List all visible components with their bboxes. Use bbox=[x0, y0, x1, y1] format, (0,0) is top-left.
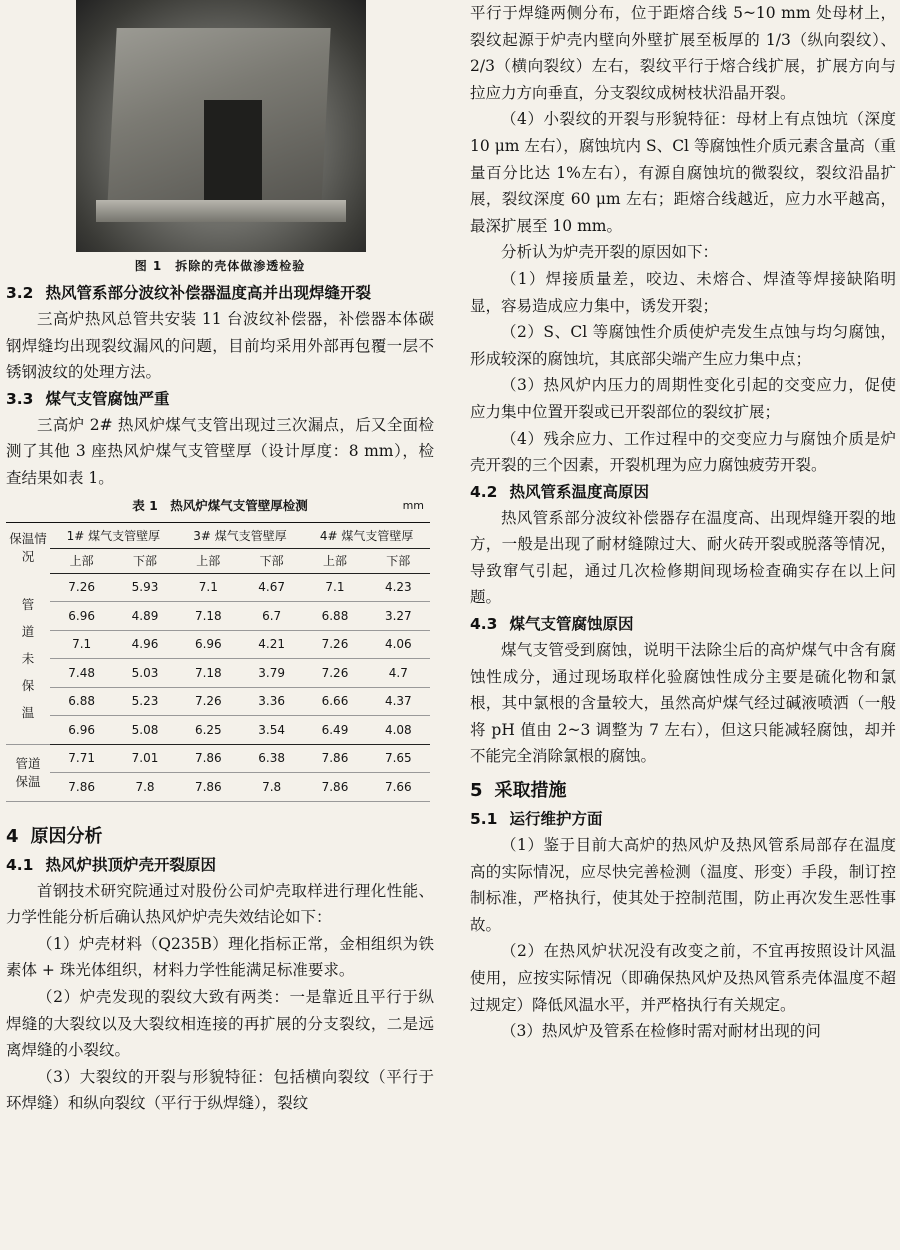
table-cell: 7.8 bbox=[113, 773, 176, 802]
right-column bbox=[470, 0, 896, 1045]
table-cell: 7.1 bbox=[303, 573, 366, 602]
table-cell: 7.8 bbox=[240, 773, 303, 802]
table-cell: 6.25 bbox=[177, 716, 240, 745]
column-group-header: 1# 煤气支管壁厚 bbox=[50, 522, 177, 548]
section-heading-4-1: 4.1 热风炉拱顶炉壳开裂原因 bbox=[6, 855, 216, 874]
paragraph: （2）炉壳发现的裂纹大致有两类：一是靠近且平行于纵焊缝的大裂纹以及大裂纹相连接的再扩展的分支裂纹，二是远离焊缝的小裂纹。 bbox=[6, 987, 434, 1060]
table-cell: 6.88 bbox=[303, 602, 366, 631]
table-cell: 7.26 bbox=[177, 687, 240, 716]
table-cell: 6.49 bbox=[303, 716, 366, 745]
paragraph: （1）炉壳材料（Q235B）理化指标正常，金相组织为铁素体 + 珠光体组织，材料力学性能满足标准要求。 bbox=[6, 934, 434, 980]
shell-penetrant-photo bbox=[76, 0, 366, 252]
table-cell: 6.96 bbox=[50, 602, 113, 631]
paragraph: （4）残余应力、工作过程中的交变应力与腐蚀介质是炉壳开裂的三个因素，开裂机理为应力腐蚀疲劳开裂。 bbox=[470, 429, 896, 475]
paragraph: 分析认为炉壳开裂的原因如下： bbox=[501, 243, 719, 262]
table-row bbox=[6, 716, 430, 745]
table-cell: 6.7 bbox=[240, 602, 303, 631]
sub-header: 下部 bbox=[240, 548, 303, 573]
table-cell: 4.06 bbox=[367, 630, 430, 659]
table-cell: 4.37 bbox=[367, 687, 430, 716]
table-row bbox=[6, 773, 430, 802]
figure-1 bbox=[6, 0, 434, 274]
table-row bbox=[6, 687, 430, 716]
row-header-cell: 保温情况 bbox=[9, 530, 47, 564]
table-cell: 6.66 bbox=[303, 687, 366, 716]
paragraph: （4）小裂纹的开裂与形貌特征：母材上有点蚀坑（深度 10 μm 左右），腐蚀坑内 S、Cl 等腐蚀性介质元素含量高（重量百分比达 1%左右），有源自腐蚀坑的微裂纹，裂纹沿晶扩展，裂纹深度 60 μm 左右；距熔合线越近，应力水平越高，最深扩展至 10 mm。 bbox=[470, 110, 896, 235]
table-cell: 3.54 bbox=[240, 716, 303, 745]
paragraph: （1）焊接质量差，咬边、未熔合、焊渣等焊接缺陷明显，容易造成应力集中，诱发开裂； bbox=[470, 269, 896, 315]
table-cell: 6.96 bbox=[177, 630, 240, 659]
table-cell: 4.23 bbox=[367, 573, 430, 602]
sub-header: 下部 bbox=[367, 548, 430, 573]
paragraph: 平行于焊缝两侧分布，位于距熔合线 5~10 mm 处母材上，裂纹起源于炉壳内壁向外壁扩展至板厚的 1/3（纵向裂纹）、2/3（横向裂纹）左右，裂纹平行于熔合线扩展，扩展方向与拉应力方向垂直，分支裂纹成树枝状沿晶开裂。 bbox=[470, 4, 896, 102]
table-cell: 7.86 bbox=[177, 773, 240, 802]
section-heading-5: 5 采取措施 bbox=[470, 780, 567, 802]
table-cell: 7.86 bbox=[50, 773, 113, 802]
table-cell: 7.65 bbox=[367, 744, 430, 773]
table-cell: 7.86 bbox=[303, 744, 366, 773]
table-cell: 7.66 bbox=[367, 773, 430, 802]
paragraph: （1）鉴于目前大高炉的热风炉及热风管系局部存在温度高的实际情况，应尽快完善检测（温度、形变）手段，制订控制标准，严格执行，使其处于控制范围，防止再次发生恶性事故。 bbox=[470, 836, 896, 934]
table-cell: 3.27 bbox=[367, 602, 430, 631]
left-column bbox=[6, 0, 434, 1117]
table-row bbox=[6, 602, 430, 631]
paragraph: （2）S、Cl 等腐蚀性介质使炉壳发生点蚀与均匀腐蚀，形成较深的腐蚀坑，其底部尖端产生应力集中点； bbox=[470, 323, 896, 368]
column-group-header: 3# 煤气支管壁厚 bbox=[177, 522, 304, 548]
table-cell: 5.08 bbox=[113, 716, 176, 745]
group-label-uninsulated: 管 道 未 保 温 bbox=[6, 573, 50, 744]
table-cell: 3.79 bbox=[240, 659, 303, 688]
sub-header: 上部 bbox=[50, 548, 113, 573]
wall-thickness-table bbox=[6, 522, 430, 802]
paragraph: 三高炉热风总管共安装 11 台波纹补偿器，补偿器本体碳钢焊缝均出现裂纹漏风的问题，目前均采用外部再包覆一层不锈钢波纹的处理方法。 bbox=[6, 310, 434, 382]
paragraph: 热风管系部分波纹补偿器存在温度高、出现焊缝开裂的地方，一般是出现了耐材缝隙过大、耐火砖开裂或脱落等情况，导致窜气引起，通过几次检修期间现场检查确实存在以上问题。 bbox=[470, 508, 896, 607]
table-cell: 7.86 bbox=[303, 773, 366, 802]
table-row bbox=[6, 630, 430, 659]
paragraph: 煤气支管受到腐蚀，说明干法除尘后的高炉煤气中含有腐蚀性成分，通过现场取样化验腐蚀性成分主要是硫化物和氯根，其中氯根的含量较大，虽然高炉煤气经过碱液喷洒（一般将 pH 值由 2~3 调整为 7 左右），但这只能减轻腐蚀，却并不能完全消除氯根的腐蚀。 bbox=[470, 641, 896, 766]
table-row bbox=[6, 659, 430, 688]
table-cell: 7.18 bbox=[177, 659, 240, 688]
table-cell: 4.96 bbox=[113, 630, 176, 659]
table-cell: 4.67 bbox=[240, 573, 303, 602]
table-cell: 4.7 bbox=[367, 659, 430, 688]
table-cell: 6.38 bbox=[240, 744, 303, 773]
table-cell: 5.23 bbox=[113, 687, 176, 716]
table-cell: 7.01 bbox=[113, 744, 176, 773]
table-cell: 7.71 bbox=[50, 744, 113, 773]
figure-caption: 图 1 拆除的壳体做渗透检验 bbox=[134, 259, 306, 273]
section-heading-5-1: 5.1 运行维护方面 bbox=[470, 810, 603, 829]
table-cell: 5.93 bbox=[113, 573, 176, 602]
table-cell: 4.21 bbox=[240, 630, 303, 659]
section-heading-3-3: 3.3 煤气支管腐蚀严重 bbox=[6, 389, 170, 408]
section-heading-4: 4 原因分析 bbox=[6, 825, 103, 847]
table-cell: 7.86 bbox=[177, 744, 240, 773]
paragraph: （3）热风炉及管系在检修时需对耐材出现的问 bbox=[501, 1022, 821, 1041]
table-cell: 4.89 bbox=[113, 602, 176, 631]
paragraph: （3）大裂纹的开裂与形貌特征：包括横向裂纹（平行于环焊缝）和纵向裂纹（平行于纵焊缝），裂纹 bbox=[6, 1067, 434, 1113]
sub-header: 下部 bbox=[113, 548, 176, 573]
table-cell: 5.03 bbox=[113, 659, 176, 688]
group-label-insulated: 管道 保温 bbox=[6, 744, 50, 801]
table-cell: 7.48 bbox=[50, 659, 113, 688]
table-cell: 6.88 bbox=[50, 687, 113, 716]
paragraph: （2）在热风炉状况没有改变之前，不宜再按照设计风温使用，应按实际情况（即确保热风炉及热风管系壳体温度不超过规定）降低风温水平，并严格执行有关规定。 bbox=[470, 942, 896, 1014]
column-group-header: 4# 煤气支管壁厚 bbox=[303, 522, 430, 548]
table-cell: 7.18 bbox=[177, 602, 240, 631]
section-heading-3-2: 3.2 热风管系部分波纹补偿器温度高并出现焊缝开裂 bbox=[6, 284, 371, 302]
table-row bbox=[6, 573, 430, 602]
table-cell: 7.1 bbox=[50, 630, 113, 659]
sub-header: 上部 bbox=[177, 548, 240, 573]
paragraph: 首钢技术研究院通过对股份公司炉壳取样进行理化性能、力学性能分析后确认热风炉炉壳失效结论如下： bbox=[6, 881, 434, 927]
table-cell: 6.96 bbox=[50, 716, 113, 745]
paragraph: （3）热风炉内压力的周期性变化引起的交变应力，促使应力集中位置开裂或已开裂部位的裂纹扩展； bbox=[470, 376, 896, 421]
table-unit: mm bbox=[402, 498, 424, 512]
table-cell: 7.1 bbox=[177, 573, 240, 602]
table-title: 表 1 热风炉煤气支管壁厚检测 mm bbox=[6, 496, 434, 516]
table-cell: 4.08 bbox=[367, 716, 430, 745]
section-heading-4-2: 4.2 热风管系温度高原因 bbox=[470, 482, 649, 501]
table-cell: 3.36 bbox=[240, 687, 303, 716]
table-row bbox=[6, 744, 430, 773]
sub-header: 上部 bbox=[303, 548, 366, 573]
table-cell: 7.26 bbox=[303, 659, 366, 688]
section-heading-4-3: 4.3 煤气支管腐蚀原因 bbox=[470, 615, 634, 634]
paragraph: 三高炉 2# 热风炉煤气支管出现过三次漏点，后又全面检测了其他 3 座热风炉煤气支管壁厚（设计厚度：8 mm），检查结果如表 1。 bbox=[6, 415, 434, 487]
table-cell: 7.26 bbox=[303, 630, 366, 659]
table-cell: 7.26 bbox=[50, 573, 113, 602]
